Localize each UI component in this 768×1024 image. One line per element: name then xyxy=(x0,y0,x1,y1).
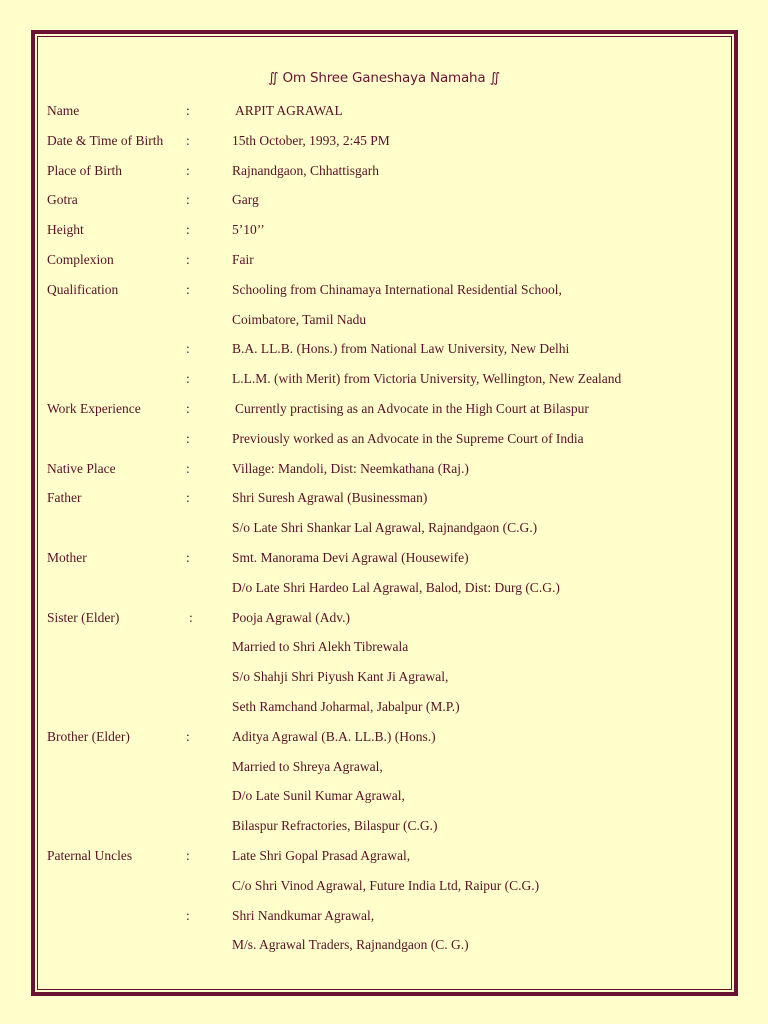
field-value: Coimbatore, Tamil Nadu xyxy=(232,311,367,327)
field-separator: : xyxy=(186,371,190,387)
biodata-row xyxy=(0,726,768,748)
field-separator: : xyxy=(186,490,190,506)
field-value: Rajnandgaon, Chhattisgarh xyxy=(232,162,379,178)
field-value: L.L.M. (with Merit) from Victoria University, Wellington, New Zealand xyxy=(232,371,622,387)
field-separator: : xyxy=(186,430,190,446)
biodata-row xyxy=(0,428,768,450)
field-value: Currently practising as an Advocate in the High Court at Bilaspur xyxy=(235,401,589,416)
field-label: Gotra xyxy=(47,192,78,208)
biodata-row xyxy=(0,756,768,778)
field-label: Height xyxy=(47,222,84,238)
field-label: Native Place xyxy=(47,460,116,476)
field-label: Father xyxy=(47,490,82,506)
biodata-row xyxy=(0,934,768,956)
field-value: C/o Shri Vinod Agrawal, Future India Ltd, Raipur (C.G.) xyxy=(232,877,540,893)
biodata-row xyxy=(0,309,768,331)
field-separator: : xyxy=(186,848,190,863)
field-value: ARPIT AGRAWAL xyxy=(235,103,343,118)
biodata-row xyxy=(0,160,768,182)
field-value: Married to Shri Alekh Tibrewala xyxy=(232,639,409,655)
field-value: Fair xyxy=(232,252,254,267)
invocation-heading: ∬ Om Shree Ganeshaya Namaha ∬ xyxy=(267,70,501,86)
biodata-row xyxy=(0,398,768,420)
field-separator: : xyxy=(186,103,190,118)
field-value: Seth Ramchand Joharmal, Jabalpur (M.P.) xyxy=(232,699,460,714)
field-label: Paternal Uncles xyxy=(47,848,133,863)
field-separator: : xyxy=(186,460,190,476)
field-value: Late Shri Gopal Prasad Agrawal, xyxy=(232,848,411,863)
field-label: Sister (Elder) xyxy=(47,609,120,625)
biodata-row xyxy=(0,517,768,539)
field-separator: : xyxy=(186,550,190,565)
biodata-row xyxy=(0,279,768,301)
field-separator: : xyxy=(186,222,190,238)
biodata-row xyxy=(0,458,768,480)
field-value: Previously worked as an Advocate in the Supreme Court of India xyxy=(232,430,584,446)
field-separator: : xyxy=(186,132,190,148)
biodata-row xyxy=(0,815,768,837)
field-label: Work Experience xyxy=(47,401,141,416)
field-label: Date & Time of Birth xyxy=(47,132,164,148)
biodata-row xyxy=(0,249,768,271)
field-value: Smt. Manorama Devi Agrawal (Housewife) xyxy=(232,550,469,565)
field-value: S/o Late Shri Shankar Lal Agrawal, Rajnandgaon (C.G.) xyxy=(232,520,538,536)
field-separator: : xyxy=(186,907,190,923)
field-label: Complexion xyxy=(47,252,114,267)
biodata-row xyxy=(0,487,768,509)
biodata-row xyxy=(0,338,768,360)
biodata-row xyxy=(0,696,768,718)
field-value: D/o Late Shri Hardeo Lal Agrawal, Balod, Dist: Durg (C.G.) xyxy=(232,579,560,595)
field-separator: : xyxy=(186,252,190,267)
field-value: S/o Shahji Shri Piyush Kant Ji Agrawal, xyxy=(232,669,449,685)
field-separator: : xyxy=(186,341,190,357)
field-label: Brother (Elder) xyxy=(47,728,130,744)
field-value: Shri Nandkumar Agrawal, xyxy=(232,907,375,923)
biodata-row xyxy=(0,368,768,390)
field-value: 15th October, 1993, 2:45 PM xyxy=(232,132,390,148)
field-separator: : xyxy=(186,401,190,416)
field-value: Garg xyxy=(232,192,259,208)
field-value: Village: Mandoli, Dist: Neemkathana (Raj.) xyxy=(232,460,469,476)
field-label: Qualification xyxy=(47,281,119,297)
biodata-row xyxy=(0,100,768,122)
field-value: B.A. LL.B. (Hons.) from National Law University, New Delhi xyxy=(232,341,570,357)
field-label: Place of Birth xyxy=(47,162,122,178)
biodata-row xyxy=(0,845,768,867)
field-value: Schooling from Chinamaya International Residential School, xyxy=(232,281,562,297)
biodata-row xyxy=(0,189,768,211)
biodata-row xyxy=(0,875,768,897)
biodata-row xyxy=(0,607,768,629)
field-value: D/o Late Sunil Kumar Agrawal, xyxy=(232,788,405,804)
field-value: Bilaspur Refractories, Bilaspur (C.G.) xyxy=(232,818,438,834)
field-separator: : xyxy=(186,728,190,744)
field-value: Married to Shreya Agrawal, xyxy=(232,758,383,774)
field-label: Name xyxy=(47,103,80,118)
biodata-row xyxy=(0,785,768,807)
field-label: Mother xyxy=(47,550,87,565)
field-separator: : xyxy=(186,281,190,297)
biodata-row xyxy=(0,547,768,569)
field-separator: : xyxy=(186,192,190,208)
field-value: 5’10’’ xyxy=(232,222,265,238)
field-value: Pooja Agrawal (Adv.) xyxy=(232,609,350,625)
biodata-row xyxy=(0,905,768,927)
biodata-row xyxy=(0,636,768,658)
field-value: Aditya Agrawal (B.A. LL.B.) (Hons.) xyxy=(232,728,436,744)
biodata-row xyxy=(0,577,768,599)
biodata-row xyxy=(0,219,768,241)
biodata-row xyxy=(0,130,768,152)
field-value: Shri Suresh Agrawal (Businessman) xyxy=(232,490,428,506)
field-value: M/s. Agrawal Traders, Rajnandgaon (C. G.) xyxy=(232,937,469,953)
field-separator: : xyxy=(186,162,190,178)
field-separator: : xyxy=(189,609,193,625)
biodata-row xyxy=(0,666,768,688)
